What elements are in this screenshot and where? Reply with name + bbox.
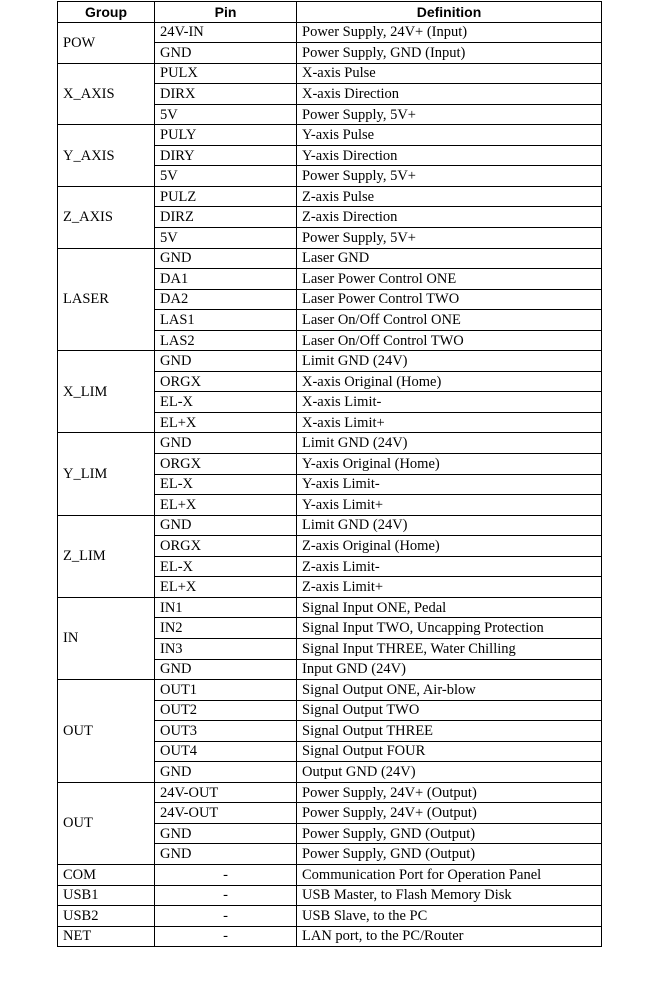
definition-cell: Laser GND — [297, 248, 602, 269]
pin-cell: GND — [155, 762, 297, 783]
table-row — [58, 926, 602, 947]
pin-cell: DA1 — [155, 269, 297, 290]
definition-cell: Y-axis Original (Home) — [297, 454, 602, 475]
definition-cell: Signal Input TWO, Uncapping Protection — [297, 618, 602, 639]
table-row — [58, 248, 602, 269]
table-row — [58, 864, 602, 885]
pin-cell: PULZ — [155, 186, 297, 207]
group-cell: X_LIM — [58, 351, 155, 433]
pin-cell: 5V — [155, 104, 297, 125]
group-cell: USB1 — [58, 885, 155, 906]
table-row — [58, 782, 602, 803]
header-definition: Definition — [297, 2, 602, 23]
pin-cell: - — [155, 906, 297, 927]
definition-cell: Power Supply, GND (Input) — [297, 43, 602, 64]
definition-cell: X-axis Original (Home) — [297, 371, 602, 392]
pin-cell: EL-X — [155, 392, 297, 413]
definition-cell: Signal Output THREE — [297, 721, 602, 742]
pin-cell: OUT2 — [155, 700, 297, 721]
group-cell: USB2 — [58, 906, 155, 927]
definition-cell: Input GND (24V) — [297, 659, 602, 680]
group-cell: Z_AXIS — [58, 186, 155, 248]
pin-cell: PULY — [155, 125, 297, 146]
pin-cell: OUT1 — [155, 680, 297, 701]
table-row — [58, 125, 602, 146]
definition-cell: Z-axis Limit- — [297, 556, 602, 577]
definition-cell: Y-axis Direction — [297, 145, 602, 166]
pin-cell: EL-X — [155, 556, 297, 577]
definition-cell: Communication Port for Operation Panel — [297, 864, 602, 885]
pin-cell: LAS2 — [155, 330, 297, 351]
pin-cell: ORGX — [155, 454, 297, 475]
definition-cell: Laser Power Control TWO — [297, 289, 602, 310]
group-cell: OUT — [58, 680, 155, 783]
table-row — [58, 680, 602, 701]
pin-cell: IN1 — [155, 597, 297, 618]
definition-cell: X-axis Limit- — [297, 392, 602, 413]
pin-cell: IN2 — [155, 618, 297, 639]
pin-cell: EL+X — [155, 577, 297, 598]
table-row — [58, 351, 602, 372]
group-cell: X_AXIS — [58, 63, 155, 125]
definition-cell: Signal Output FOUR — [297, 741, 602, 762]
pin-cell: - — [155, 885, 297, 906]
pin-cell: GND — [155, 844, 297, 865]
pin-cell: LAS1 — [155, 310, 297, 331]
definition-cell: X-axis Pulse — [297, 63, 602, 84]
pin-cell: EL+X — [155, 412, 297, 433]
definition-cell: Output GND (24V) — [297, 762, 602, 783]
definition-cell: Signal Output ONE, Air-blow — [297, 680, 602, 701]
pin-cell: PULX — [155, 63, 297, 84]
pin-cell: OUT4 — [155, 741, 297, 762]
pin-cell: ORGX — [155, 536, 297, 557]
pin-definition-table — [57, 1, 602, 947]
definition-cell: LAN port, to the PC/Router — [297, 926, 602, 947]
definition-cell: Limit GND (24V) — [297, 351, 602, 372]
table-row — [58, 906, 602, 927]
table-row — [58, 186, 602, 207]
definition-cell: Power Supply, 5V+ — [297, 228, 602, 249]
pin-cell: DA2 — [155, 289, 297, 310]
group-cell: Z_LIM — [58, 515, 155, 597]
pin-cell: GND — [155, 248, 297, 269]
pin-cell: ORGX — [155, 371, 297, 392]
pin-cell: EL+X — [155, 495, 297, 516]
definition-cell: Z-axis Limit+ — [297, 577, 602, 598]
pin-cell: DIRY — [155, 145, 297, 166]
group-cell: Y_LIM — [58, 433, 155, 515]
definition-cell: Laser On/Off Control ONE — [297, 310, 602, 331]
header-row — [58, 2, 602, 23]
pin-cell: DIRX — [155, 84, 297, 105]
definition-cell: Power Supply, 5V+ — [297, 104, 602, 125]
pin-cell: IN3 — [155, 638, 297, 659]
group-cell: COM — [58, 864, 155, 885]
definition-cell: Y-axis Limit+ — [297, 495, 602, 516]
definition-cell: Power Supply, GND (Output) — [297, 823, 602, 844]
pin-cell: 24V-OUT — [155, 782, 297, 803]
definition-cell: Power Supply, 5V+ — [297, 166, 602, 187]
group-cell: IN — [58, 597, 155, 679]
definition-cell: Z-axis Pulse — [297, 186, 602, 207]
pin-cell: GND — [155, 433, 297, 454]
group-cell: POW — [58, 22, 155, 63]
pin-cell: GND — [155, 351, 297, 372]
table-row — [58, 433, 602, 454]
pin-cell: GND — [155, 43, 297, 64]
pin-cell: - — [155, 926, 297, 947]
table-row — [58, 63, 602, 84]
pin-cell: - — [155, 864, 297, 885]
definition-cell: X-axis Direction — [297, 84, 602, 105]
definition-cell: Power Supply, 24V+ (Output) — [297, 803, 602, 824]
definition-cell: Limit GND (24V) — [297, 433, 602, 454]
table-row — [58, 597, 602, 618]
header-pin: Pin — [155, 2, 297, 23]
pin-cell: EL-X — [155, 474, 297, 495]
pin-cell: 24V-IN — [155, 22, 297, 43]
definition-cell: Power Supply, 24V+ (Input) — [297, 22, 602, 43]
pin-cell: 5V — [155, 166, 297, 187]
table-row — [58, 515, 602, 536]
definition-cell: Z-axis Direction — [297, 207, 602, 228]
table-body — [58, 22, 602, 947]
header-group: Group — [58, 2, 155, 23]
definition-cell: USB Master, to Flash Memory Disk — [297, 885, 602, 906]
definition-cell: Power Supply, GND (Output) — [297, 844, 602, 865]
definition-cell: X-axis Limit+ — [297, 412, 602, 433]
pin-cell: GND — [155, 823, 297, 844]
definition-cell: USB Slave, to the PC — [297, 906, 602, 927]
group-cell: Y_AXIS — [58, 125, 155, 187]
definition-cell: Limit GND (24V) — [297, 515, 602, 536]
pin-cell: OUT3 — [155, 721, 297, 742]
definition-cell: Signal Output TWO — [297, 700, 602, 721]
group-cell: LASER — [58, 248, 155, 351]
group-cell: NET — [58, 926, 155, 947]
table-row — [58, 22, 602, 43]
definition-cell: Power Supply, 24V+ (Output) — [297, 782, 602, 803]
definition-cell: Y-axis Pulse — [297, 125, 602, 146]
definition-cell: Z-axis Original (Home) — [297, 536, 602, 557]
pin-cell: 5V — [155, 228, 297, 249]
definition-cell: Laser Power Control ONE — [297, 269, 602, 290]
table-row — [58, 885, 602, 906]
pin-cell: DIRZ — [155, 207, 297, 228]
pin-cell: GND — [155, 659, 297, 680]
definition-cell: Laser On/Off Control TWO — [297, 330, 602, 351]
pin-cell: GND — [155, 515, 297, 536]
pin-cell: 24V-OUT — [155, 803, 297, 824]
definition-cell: Y-axis Limit- — [297, 474, 602, 495]
group-cell: OUT — [58, 782, 155, 864]
definition-cell: Signal Input ONE, Pedal — [297, 597, 602, 618]
definition-cell: Signal Input THREE, Water Chilling — [297, 638, 602, 659]
